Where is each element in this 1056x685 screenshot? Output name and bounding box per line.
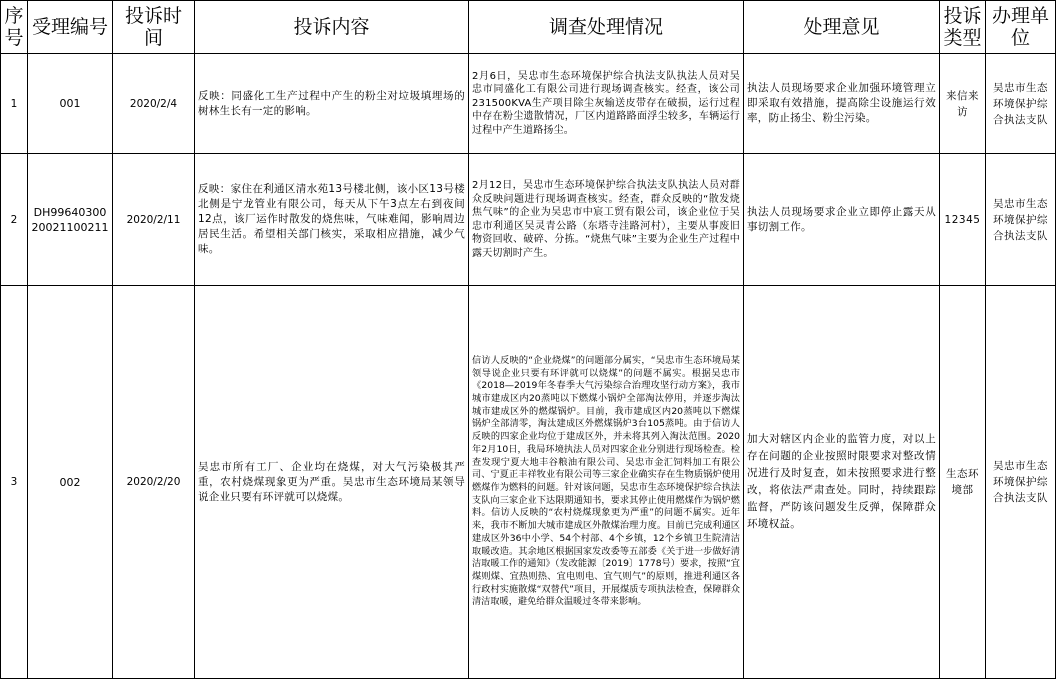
cell-unit: 吴忠市生态环境保护综合执法支队	[986, 286, 1056, 679]
header-seq: 序号	[1, 1, 28, 54]
cell-content: 吴忠市所有工厂、企业均在烧煤，对大气污染极其严重，农村烧煤现象更为严重。吴忠市生态环境局某领导说企业只要有环评就可以烧煤。	[195, 286, 469, 679]
header-unit: 办理单位	[986, 1, 1056, 54]
cell-id: 001	[28, 54, 113, 154]
cell-type: 12345	[940, 154, 986, 286]
header-row	[1, 1, 1056, 54]
table-row	[1, 154, 1056, 286]
header-time: 投诉时间	[113, 1, 195, 54]
cell-time: 2020/2/11	[113, 154, 195, 286]
header-investigation: 调查处理情况	[469, 1, 744, 54]
cell-seq: 1	[1, 54, 28, 154]
header-content: 投诉内容	[195, 1, 469, 54]
cell-seq: 3	[1, 286, 28, 679]
cell-unit: 吴忠市生态环境保护综合执法支队	[986, 54, 1056, 154]
cell-seq: 2	[1, 154, 28, 286]
cell-investigation: 2月6日，吴忠市生态环境保护综合执法支队执法人员对吴忠市同盛化工有限公司进行现场调查核实。经查，该公司231500KVA生产项目除尘灰输送皮带存在破损，运行过程中存在粉尘遗散情况，厂区内道路路面浮尘较多，车辆运行过程中产生道路扬尘。	[469, 54, 744, 154]
table-row	[1, 286, 1056, 679]
cell-opinion: 执法人员现场要求企业立即停止露天从事切割工作。	[744, 154, 940, 286]
cell-content: 反映：同盛化工生产过程中产生的粉尘对垃圾填埋场的树林生长有一定的影响。	[195, 54, 469, 154]
cell-time: 2020/2/20	[113, 286, 195, 679]
cell-type: 来信来访	[940, 54, 986, 154]
cell-id: DH9964030020021100211	[28, 154, 113, 286]
cell-opinion: 加大对辖区内企业的监管力度，对以上存在问题的企业按照时限要求对整改情况进行及时复查，如未按照要求进行整改，将依法严肃查处。同时，持续跟踪监督，严防该问题发生反弹，保障群众环境权益。	[744, 286, 940, 679]
cell-investigation: 信访人反映的“企业烧煤”的问题部分属实，“吴忠市生态环境局某领导说企业只要有环评就可以烧煤”的问题不属实。根据吴忠市《2018—2019年冬春季大气污染综合治理攻坚行动方案》，我市城市建成区内20蒸吨以下燃煤小锅炉全部淘汰停用，并逐步淘汰城市建成区外的燃煤锅炉。目前，我市建成区内20蒸吨以下燃煤锅炉全部清零，淘汰建成区外燃煤锅炉3台105蒸吨。由于信访人反映的四家企业均位于建成区外，并未将其列入淘汰范围。2020年2月10日，我局环境执法人员对四家企业分别进行现场检查。检查发现宁夏大地丰谷粮油有限公司、吴忠市金汇饲料加工有限公司、宁夏正丰祥牧业有限公司等三家企业确实存在生物质锅炉使用燃煤作为燃料的问题。针对该问题，吴忠市生态环境保护综合执法支队向三家企业下达限期通知书，要求其停止使用燃煤作为锅炉燃料。信访人反映的“农村烧煤现象更为严重”的问题不属实。近年来，我市不断加大城市建成区外散煤治理力度。目前已完成利通区建成区外36中小学、54个村部、4个乡镇，12个乡镇卫生院清洁取暖改造。其余地区根据国家发改委等五部委《关于进一步做好清洁取暖工作的通知》（发改能源〔2019〕1778号）要求，按照“宜煤则煤、宜热则热、宜电则电、宜气则气”的原则，推进利通区各行政村实施散煤“双替代”项目，开展煤质专项执法检查，保障群众清洁取暖，避免给群众温暖过冬带来影响。	[469, 286, 744, 679]
header-id: 受理编号	[28, 1, 113, 54]
cell-type: 生态环境部	[940, 286, 986, 679]
table-row	[1, 54, 1056, 154]
cell-unit: 吴忠市生态环境保护综合执法支队	[986, 154, 1056, 286]
cell-content: 反映：家住在利通区清水苑13号楼北侧，该小区13号楼北侧是宁龙管业有限公司，每天从下午3点左右到夜间12点，该厂运作时散发的烧焦味，气味难闻，影响周边居民生活。希望相关部门核实，采取相应措施，减少气味。	[195, 154, 469, 286]
header-type: 投诉类型	[940, 1, 986, 54]
cell-investigation: 2月12日，吴忠市生态环境保护综合执法支队执法人员对群众反映问题进行现场调查核实。经查，群众反映的“散发烧焦气味”的企业为吴忠市中宸工贸有限公司，该企业位于吴忠市利通区吴灵青公路（东塔寺洼路河村），主要从事废旧物资回收、破碎、分拣。“烧焦气味”主要为企业生产过程中露天切割时产生。	[469, 154, 744, 286]
cell-id: 002	[28, 286, 113, 679]
cell-opinion: 执法人员现场要求企业加强环境管理立即采取有效措施，提高除尘设施运行效率，防止扬尘、粉尘污染。	[744, 54, 940, 154]
cell-time: 2020/2/4	[113, 54, 195, 154]
header-opinion: 处理意见	[744, 1, 940, 54]
